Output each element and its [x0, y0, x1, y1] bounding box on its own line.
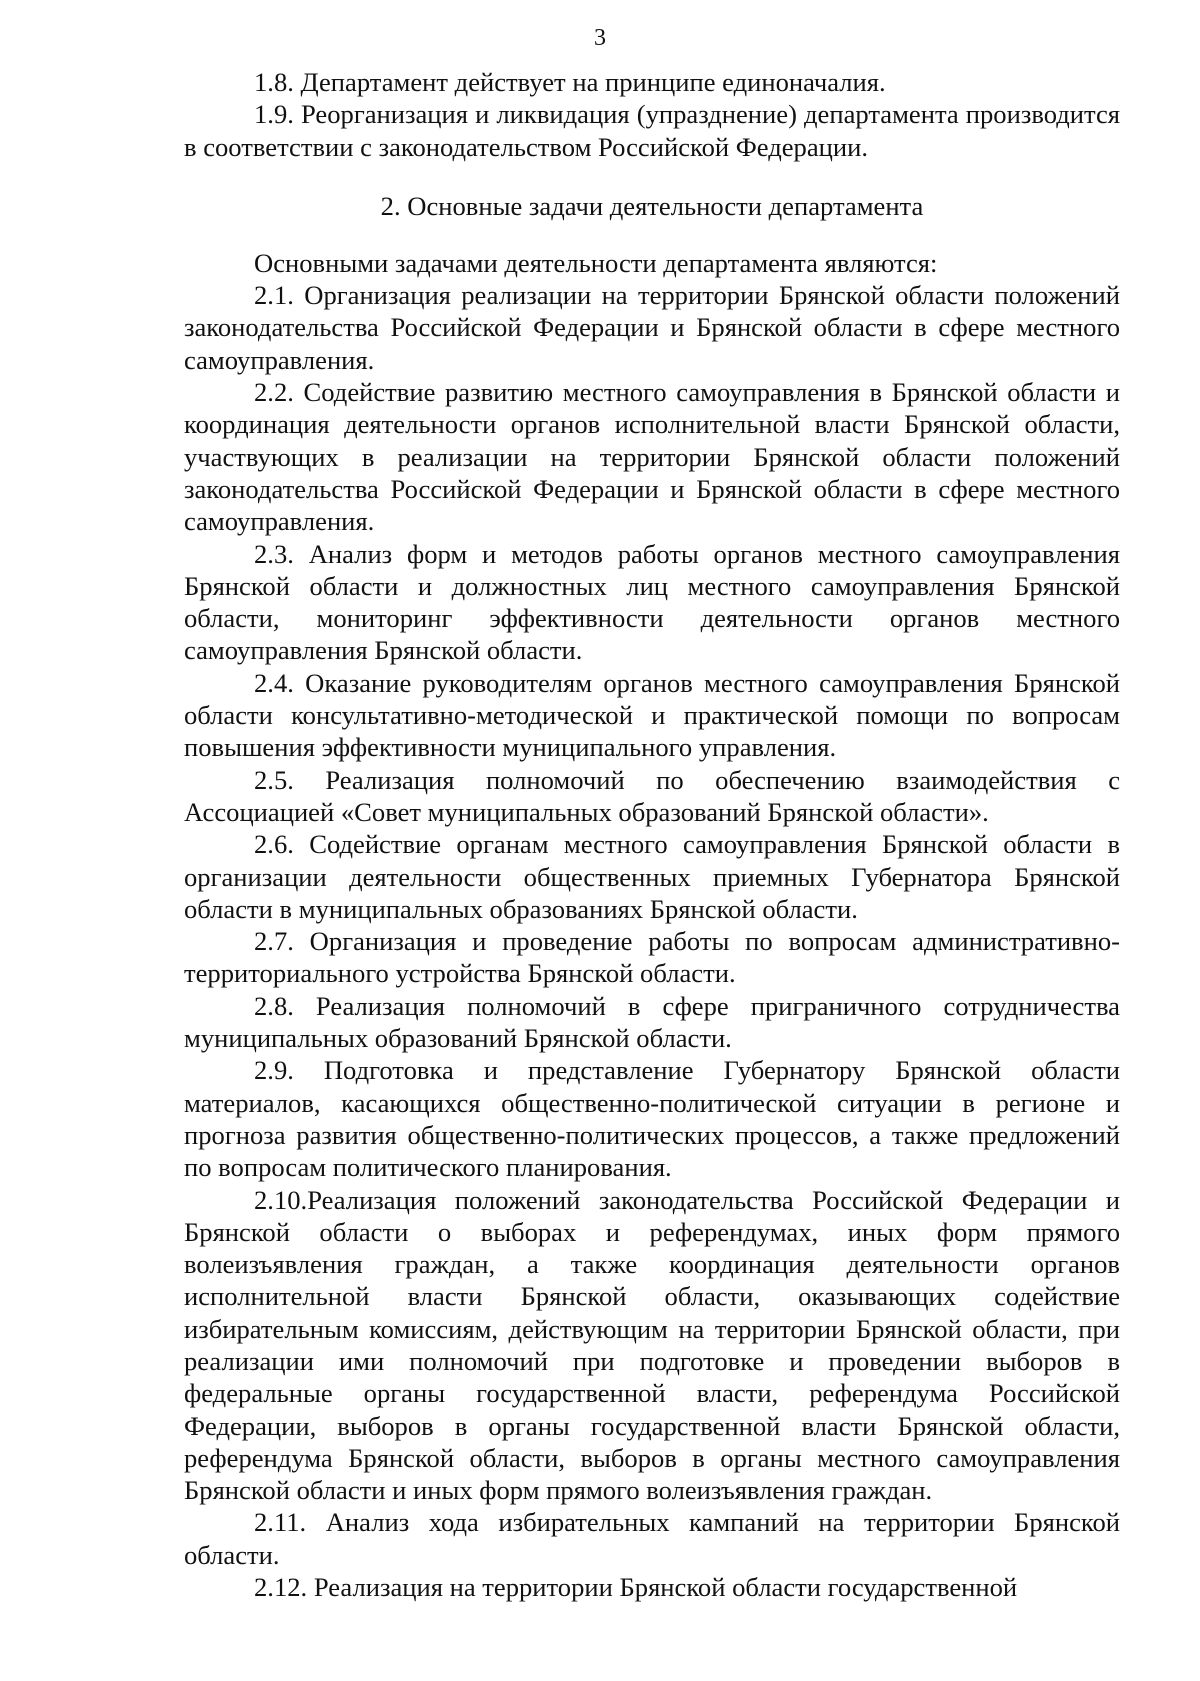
clause-2-11: 2.11. Анализ хода избирательных кампаний на территории Брянской области.: [184, 1507, 1120, 1570]
clause-2-6: 2.6. Содействие органам местного самоуправления Брянской области в организации деятельности общественных приемных Губернатора Брянской области в муниципальных образованиях Брянской области.: [184, 829, 1120, 924]
clause-1-8: 1.8. Департамент действует на принципе единоначалия.: [254, 67, 886, 97]
page-number: 3: [594, 25, 606, 51]
clause-2-10: 2.10.Реализация положений законодательства Российской Федерации и Брянской области о выборах и референдумах, иных форм прямого волеизъявления граждан, а также координация деятельности органов исполнительной власти Брянской области, оказывающих содействие избирательным комиссиям, действующим на территории Брянской области, при реализации ими полномочий при подготовке и проведении выборов в федеральные органы государственной власти, референдума Российской Федерации, выборов в органы государственной власти Брянской области, референдума Брянской области, выборов в органы местного самоуправления Брянской области и иных форм прямого волеизъявления граждан.: [184, 1184, 1120, 1506]
clause-2-8: 2.8. Реализация полномочий в сфере приграничного сотрудничества муниципальных образований Брянской области.: [184, 990, 1120, 1054]
section-intro: Основными задачами деятельности департамента являются:: [254, 247, 938, 278]
document-body: [184, 66, 1120, 1603]
section-heading: 2. Основные задачи деятельности департамента: [380, 190, 924, 221]
clause-2-3: 2.3. Анализ форм и методов работы органов местного самоуправления Брянской области и должностных лиц местного самоуправления Брянской области, мониторинг эффективности деятельности органов местного самоуправления Брянской области.: [184, 538, 1120, 666]
clause-2-4: 2.4. Оказание руководителям органов местного самоуправления Брянской области консультативно-методической и практической помощи по вопросам повышения эффективности муниципального управления.: [184, 667, 1120, 763]
clause-2-1: 2.1. Организация реализации на территории Брянской области положений законодательства Российской Федерации и Брянской области в сфере местного самоуправления.: [184, 280, 1120, 375]
clause-1-9: 1.9. Реорганизация и ликвидация (упразднение) департамента производится в соответствии с законодательством Российской Федерации.: [184, 99, 1120, 162]
clause-2-7: 2.7. Организация и проведение работы по вопросам административно-территориального устройства Брянской области.: [184, 926, 1120, 989]
clause-2-9: 2.9. Подготовка и представление Губернатору Брянской области материалов, касающихся общественно-политической ситуации в регионе и прогноза развития общественно-политических процессов, а также предложений по вопросам политического планирования.: [184, 1055, 1120, 1183]
clause-2-5: 2.5. Реализация полномочий по обеспечению взаимодействия с Ассоциацией «Совет муниципальных образований Брянской области».: [184, 764, 1120, 827]
clause-2-2: 2.2. Содействие развитию местного самоуправления в Брянской области и координация деятельности органов исполнительной власти Брянской области, участвующих в реализации на территории Брянской области положений законодательства Российской Федерации и Брянской области в сфере местного самоуправления.: [184, 377, 1120, 537]
clause-2-12: 2.12. Реализация на территории Брянской области государственной: [254, 1572, 1018, 1603]
